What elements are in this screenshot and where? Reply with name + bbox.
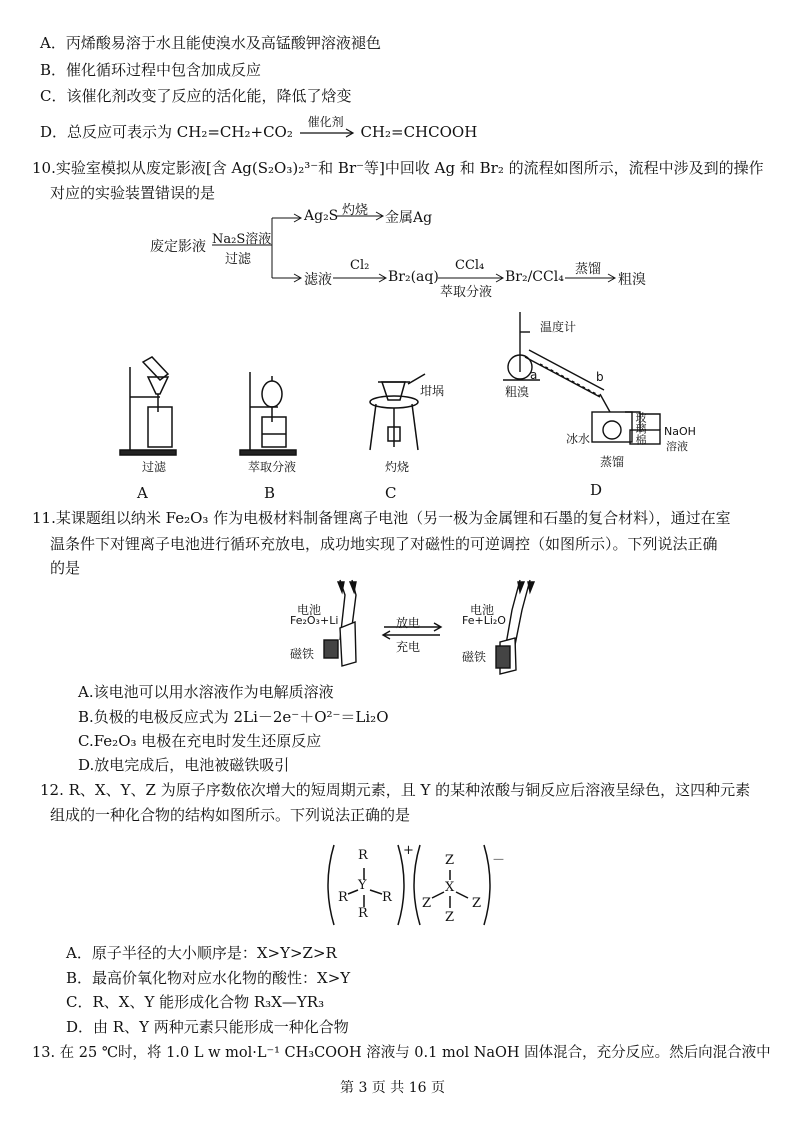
- label-thermometer: 温度计: [540, 320, 577, 334]
- fig-right-magnet: 磁铁: [462, 650, 487, 664]
- label-ice-water: 冰水: [566, 432, 591, 446]
- label-b: b: [596, 370, 604, 384]
- label-glass-wool: 玻璃棉: [634, 412, 647, 445]
- fig-left-battery: 电池: [297, 603, 322, 617]
- q11-option-a: A.该电池可以用水溶液作为电解质溶液: [78, 683, 334, 701]
- label-crude-bromine: 粗溴: [505, 385, 530, 399]
- flow-crude: 粗溴: [618, 272, 646, 288]
- q11-stem-line1: 11.某课题组以纳米 Fe₂O₃ 作为电极材料制备锂离子电池（另一极为金属锂和石墨的复合材料），通过在室: [32, 509, 731, 527]
- struct-r-left: R: [338, 890, 348, 905]
- struct-x: X: [445, 880, 455, 895]
- q9-option-b: B．催化循环过程中包含加成反应: [40, 61, 262, 79]
- q10-stem-line1: 10.实验室模拟从废定影液[含 Ag(S₂O₃)₂³⁻和 Br⁻等]中回收 Ag 和 Br₂ 的流程如图所示，流程中涉及到的操作: [32, 159, 764, 177]
- option-label-b: B: [264, 484, 276, 502]
- q12-option-c: C．R、X、Y 能形成化合物 R₃X—YR₃: [66, 993, 325, 1011]
- q13-stem-line1: 13. 在 25 ℃时，将 1.0 L w mol·L⁻¹ CH₃COOH 溶液与 0.1 mol NaOH 固体混合，充分反应。然后向混合液中: [32, 1045, 771, 1061]
- flow-ccl4: CCl₄: [455, 258, 485, 273]
- q12-stem-line1: 12. R、X、Y、Z 为原子序数依次增大的短周期元素，且 Y 的某种浓酸与铜反应后溶液呈绿色，这四种元素: [40, 781, 751, 799]
- caption-d: 蒸馏: [600, 455, 625, 469]
- q11-stem-line3: 的是: [50, 559, 81, 577]
- q12-option-b: B．最高价氧化物对应水化物的酸性：X>Y: [66, 969, 351, 987]
- q11-option-c: C.Fe₂O₃ 电极在充电时发生还原反应: [78, 732, 322, 750]
- flow-metal-ag: 金属Ag: [385, 210, 433, 226]
- q9-option-c: C．该催化剂改变了反应的活化能，降低了焓变: [40, 87, 352, 105]
- page-footer: 第 3 页 共 16 页: [340, 1080, 445, 1096]
- q12-option-a: A．原子半径的大小顺序是：X>Y>Z>R: [66, 944, 337, 962]
- q9-d-prefix: D．总反应可表示为 CH₂=CH₂+CO₂: [40, 123, 293, 141]
- fig-right-composition: Fe+Li₂O: [462, 614, 506, 627]
- flow-reagent1: Na₂S溶液: [212, 232, 272, 247]
- option-label-a: A: [137, 484, 148, 502]
- struct-r-bottom: R: [358, 906, 368, 921]
- caption-b: 萃取分液: [248, 460, 297, 474]
- struct-y: Y: [358, 878, 367, 893]
- q11-stem-line2: 温条件下对锂离子电池进行循环充放电，成功地实现了对磁性的可逆调控（如图所示）。下列说法正确: [50, 535, 718, 553]
- q12-stem-line2: 组成的一种化合物的结构如图所示。下列说法正确的是: [50, 806, 411, 824]
- catalyst-arrow: [298, 115, 356, 140]
- struct-z-bottom: Z: [445, 910, 455, 925]
- q9-option-d: [40, 115, 478, 142]
- flow-start: 废定影液: [150, 239, 206, 255]
- struct-z-left: Z: [422, 896, 432, 911]
- flow-filter: 过滤: [225, 252, 252, 267]
- option-label-d: D: [590, 481, 603, 499]
- flow-burn: 灼烧: [342, 203, 369, 218]
- q9-option-a: A．丙烯酸易溶于水且能使溴水及高锰酸钾溶液褪色: [40, 34, 381, 52]
- struct-r-right: R: [382, 890, 392, 905]
- label-a: a: [530, 368, 538, 382]
- caption-c: 灼烧: [385, 460, 410, 474]
- struct-plus: +: [403, 843, 414, 858]
- fig-right-battery: 电池: [470, 603, 495, 617]
- struct-r-top: R: [358, 848, 368, 863]
- flow-ag2s: Ag₂S: [304, 208, 339, 224]
- struct-z-right: Z: [472, 896, 482, 911]
- flow-filtrate: 滤液: [304, 272, 332, 288]
- q12-structure: [0, 840, 794, 940]
- label-naoh-solution: 溶液: [666, 440, 688, 453]
- flow-br2ccl4: Br₂/CCl₄: [505, 269, 564, 285]
- flow-br2aq: Br₂(aq): [388, 269, 439, 285]
- q12-option-d: D．由 R、Y 两种元素只能形成一种化合物: [66, 1018, 349, 1036]
- q11-option-b: B.负极的电极反应式为 2Li－2e⁻＋O²⁻＝Li₂O: [78, 708, 389, 726]
- q10-stem-line2: 对应的实验装置错误的是: [50, 184, 216, 202]
- flow-extract: 萃取分液: [440, 285, 493, 300]
- flow-distill: 蒸馏: [575, 262, 602, 277]
- label-crucible: 坩埚: [420, 384, 445, 398]
- fig-left-composition: Fe₂O₃+Li: [290, 614, 339, 627]
- q9-d-suffix: CH₂=CHCOOH: [360, 123, 478, 141]
- flow-cl2: Cl₂: [350, 258, 370, 273]
- option-label-c: C: [385, 484, 397, 502]
- fig-discharge: 放电: [396, 616, 421, 630]
- fig-charge: 充电: [396, 640, 421, 654]
- struct-minus: －: [492, 853, 506, 868]
- catalyst-label: 催化剂: [307, 115, 344, 129]
- fig-left-magnet: 磁铁: [290, 647, 315, 661]
- q11-option-d: D.放电完成后，电池被磁铁吸引: [78, 756, 290, 774]
- caption-a: 过滤: [142, 460, 167, 474]
- label-naoh: NaOH: [664, 425, 696, 438]
- struct-z-top: Z: [445, 853, 455, 868]
